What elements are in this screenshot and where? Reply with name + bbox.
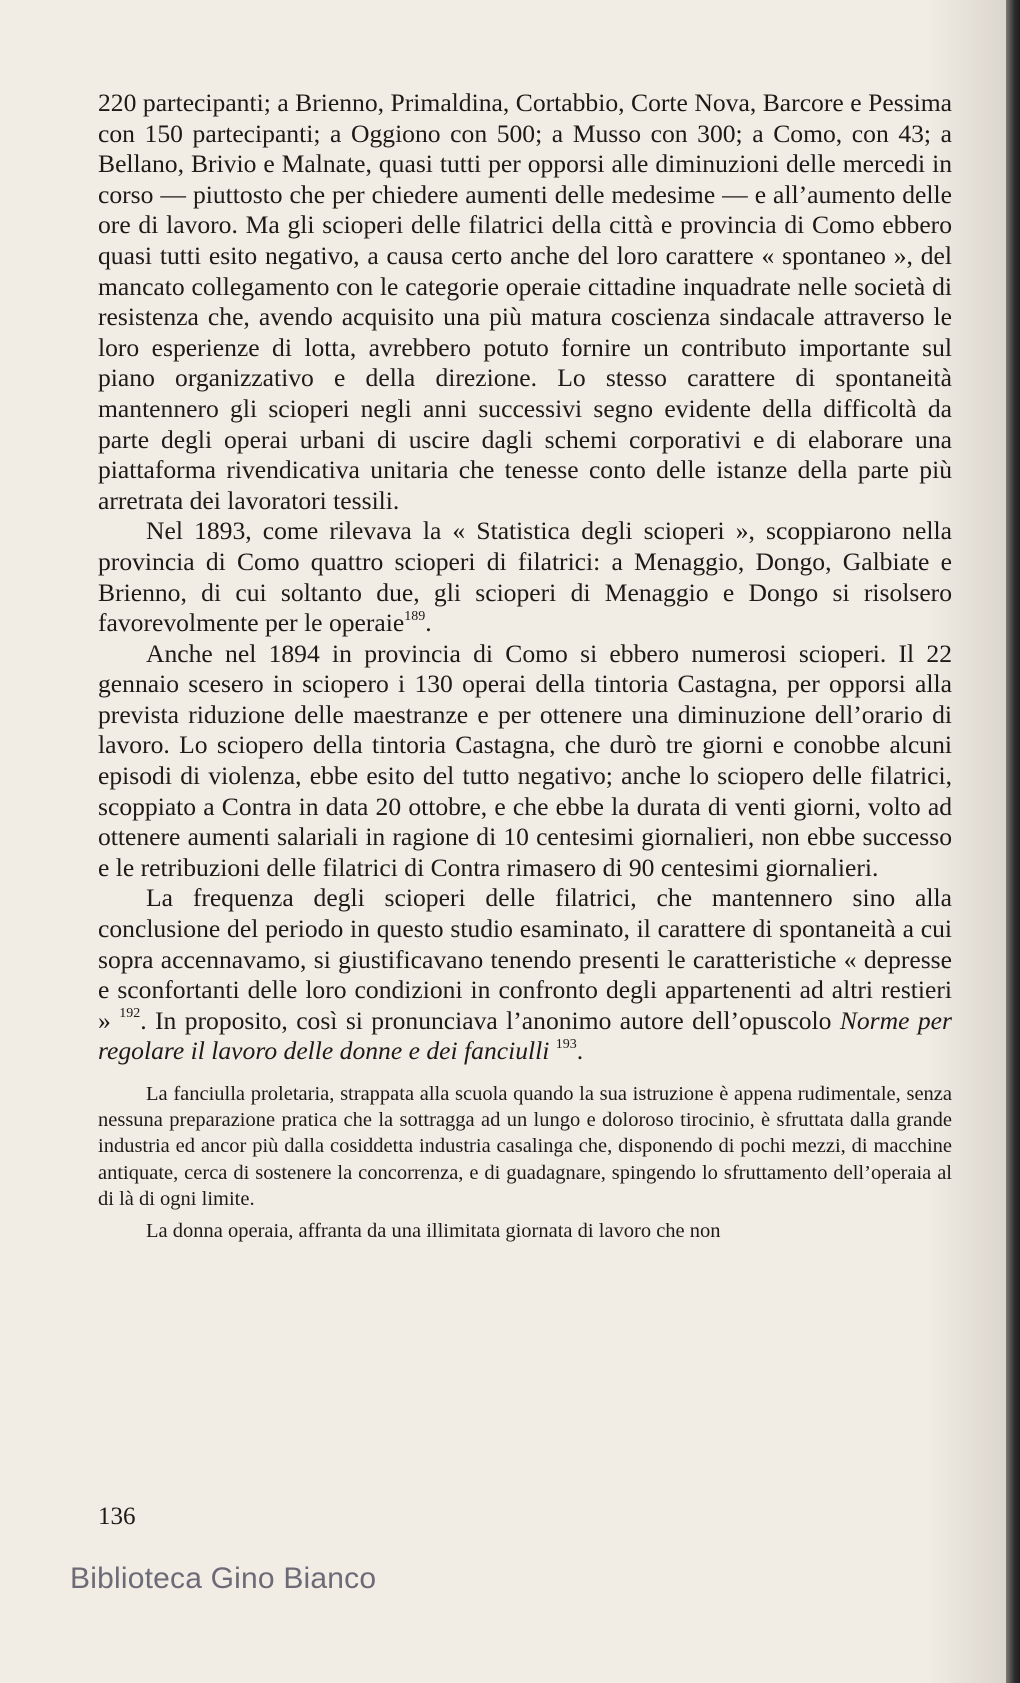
quote-paragraph-1: La fanciulla proletaria, strappata alla scuola quando la sua istruzione è appena rudimentale, senza nessuna preparazione pratica che la sottragga ad un lungo e doloroso tirocinio, è sfruttata dalla grande industria ed ancor più dalla cosiddetta industria casalinga che, disponendo di pochi mezzi, di macchine antiquate, cerca di sostenere la concorrenza, e di guadagnare, spingendo lo sfruttamento dell’operaia al di là di ogni limite.	[98, 1083, 952, 1210]
paragraph-1-text: 220 partecipanti; a Brienno, Primaldina, Cortabbio, Corte Nova, Barcore e Pessima con 150 partecipanti; a Oggiono con 500; a Musso con 300; a Como, con 43; a Bellano, Brivio e Malnate, quasi tutti per opporsi alle diminuzioni delle mercedi in corso — piuttosto che per chiedere aumenti delle medesime — e all’aumento delle ore di lavoro. Ma gli scioperi delle filatrici della città e provincia di Como ebbero quasi tutti esito negativo, a causa certo anche del loro carattere « spontaneo », del mancato collegamento con le categorie operaie cittadine inquadrate nelle società di resistenza che, avendo acquisito una più matura coscienza sindacale attraverso le loro esperienze di lotta, avrebbero potuto fornire un contributo importante sul piano organizzativo e della direzione. Lo stesso carattere di spontaneità mantennero gli scioperi negli anni successivi segno evidente della difficoltà da parte degli operai urbani di uscire dagli schemi corporativi e di elaborare una piattaforma rivendicativa unitaria che tenesse conto delle istanze della parte più arretrata dei lavoratori tessili.	[98, 88, 952, 515]
paragraph-2-end: .	[425, 608, 432, 638]
block-quote	[98, 1081, 952, 1244]
footnote-ref-189: 189	[404, 608, 426, 624]
paragraph-4-text: La frequenza degli scioperi delle filatrici, che mantennero sino alla conclusione del periodo in questo studio esaminato, il carattere di spontaneità a cui sopra accennavamo, si giustificavano tenendo presenti le caratteristiche « depresse e sconfortanti delle loro condizioni in confronto degli appartenenti ad altri restieri »	[98, 883, 952, 1035]
paragraph-2-text: Nel 1893, come rilevava la « Statistica degli scioperi », scoppiarono nella provincia di Como quattro scioperi di filatrici: a Menaggio, Dongo, Galbiate e Brienno, di cui soltanto due, gli scioperi di Menaggio e Dongo si risolsero favorevolmente per le operaie	[98, 516, 952, 638]
footnote-ref-193: 193	[555, 1036, 577, 1052]
pamphlet-title: Norme per regolare il lavoro delle donne e dei fanciulli	[98, 1005, 952, 1066]
paragraph-4-end: .	[576, 1036, 584, 1066]
page-number: 136	[98, 1503, 136, 1530]
body-text	[98, 88, 952, 1244]
paragraph-4	[98, 883, 952, 1067]
quote-paragraph-2: La donna operaia, affranta da una illimitata giornata di lavoro che non	[146, 1220, 721, 1243]
paragraph-1	[98, 88, 952, 516]
paragraph-4-middle: . In proposito, così si pronunciava l’anonimo autore dell’opuscolo	[140, 1005, 840, 1035]
paragraph-2	[98, 516, 952, 638]
footnote-ref-192: 192	[119, 1006, 141, 1022]
paragraph-3	[98, 639, 952, 884]
page-edge-shadow	[1006, 0, 1020, 1683]
library-watermark: Biblioteca Gino Bianco	[70, 1562, 377, 1595]
paragraph-3-text: Anche nel 1894 in provincia di Como si ebbero numerosi scioperi. Il 22 gennaio scesero in sciopero i 130 operai della tintoria Castagna, per opporsi alla prevista riduzione delle maestranze e per ottenere una diminuzione dell’orario di lavoro. Lo sciopero della tintoria Castagna, che durò tre giorni e conobbe alcuni episodi di violenza, ebbe esito del tutto negativo; anche lo sciopero delle filatrici, scoppiato a Contra in data 20 ottobre, e che ebbe la durata di venti giorni, volto ad ottenere aumenti salariali in ragione di 10 centesimi giornalieri, non ebbe successo e le retribuzioni delle filatrici di Contra rimasero di 90 centesimi giornalieri.	[98, 638, 952, 882]
